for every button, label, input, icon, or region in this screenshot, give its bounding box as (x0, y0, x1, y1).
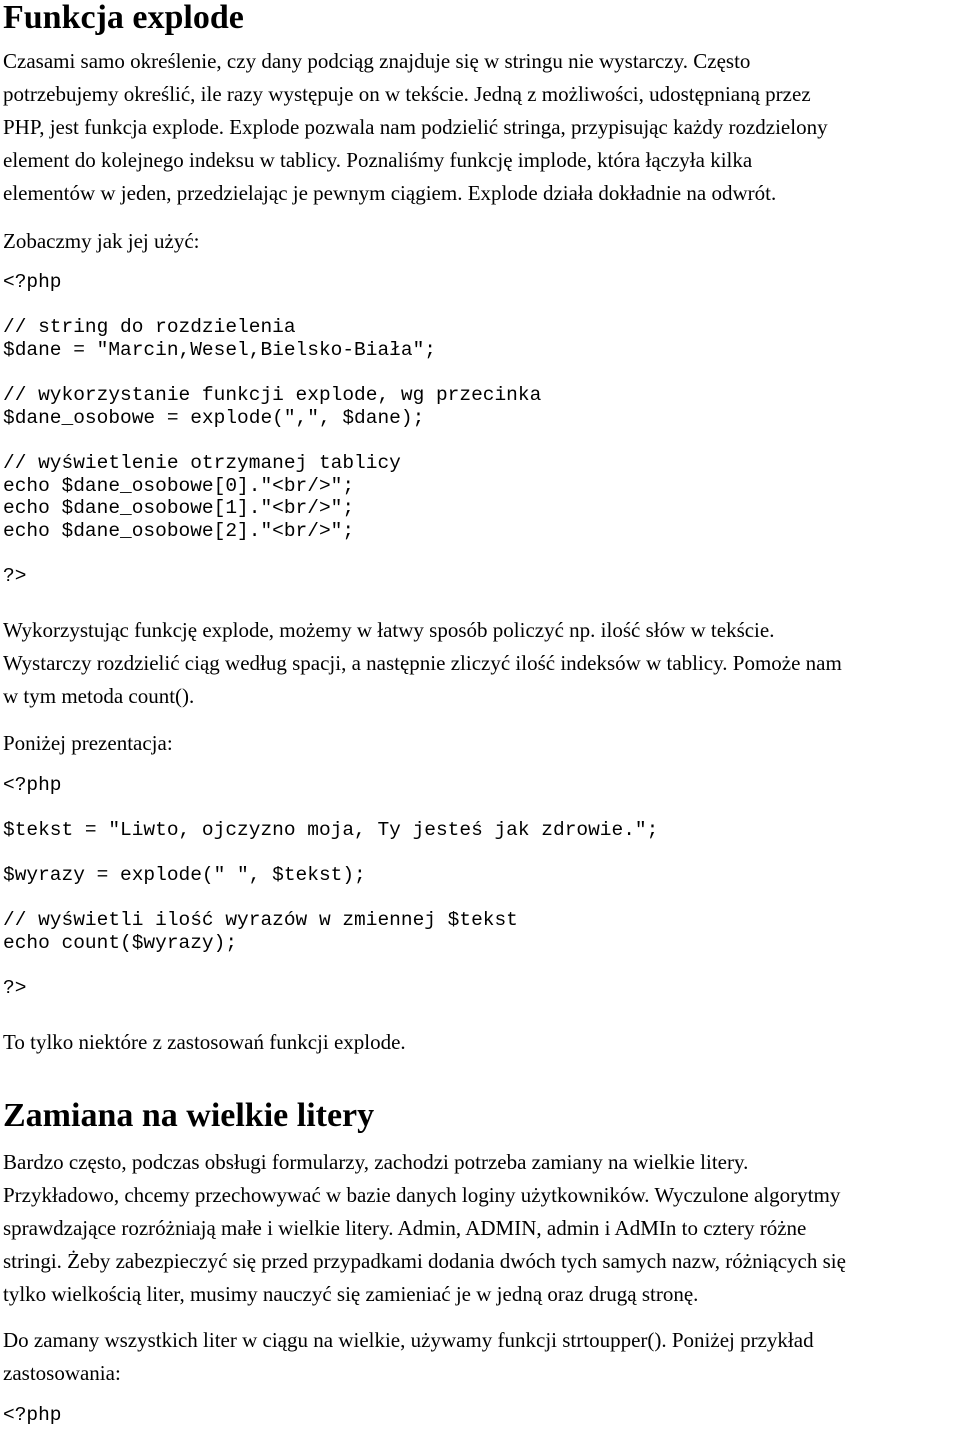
paragraph-line: To tylko niektóre z zastosowań funkcji explode. (3, 1030, 406, 1054)
paragraph-line: potrzebujemy określić, ile razy występuje on w tekście. Jedną z możliwości, udostępnianą przez (3, 82, 811, 106)
paragraph-line: PHP, jest funkcja explode. Explode pozwala nam podzielić stringa, przypisując każdy rozdzielony (3, 115, 828, 139)
paragraph-line: Do zamany wszystkich liter w ciągu na wielkie, używamy funkcji strtoupper(). Poniżej przykład (3, 1328, 814, 1352)
demo-lead-in (3, 727, 959, 760)
code-comment: // string do rozdzielenia (3, 316, 296, 338)
code-line: $tekst = "Liwto, ojczyzno moja, Ty jesteś jak zdrowie."; (3, 819, 659, 841)
code-line: echo count($wyrazy); (3, 932, 238, 954)
paragraph-line: stringi. Żeby zabezpieczyć się przed przypadkami dodania dwóch tych samych nazw, różniących się (3, 1249, 846, 1273)
paragraph-line: element do kolejnego indeksu w tablicy. Poznaliśmy funkcję implode, która łączyła kilka (3, 148, 753, 172)
php-open-tag: <?php (3, 1404, 62, 1426)
paragraph-line: Wystarczy rozdzielić ciąg według spacji, a następnie zliczyć ilość indeksów w tablicy. Pomoże nam (3, 651, 842, 675)
code-line: $wyrazy = explode(" ", $tekst); (3, 864, 366, 886)
code-line: echo $dane_osobowe[1]."<br/>"; (3, 497, 355, 519)
strtoupper-paragraph (3, 1324, 959, 1390)
explode-lead-in (3, 225, 959, 258)
explode-closing-paragraph (3, 1026, 959, 1059)
paragraph-line: elementów w jeden, przedzielając je pewnym ciągiem. Explode działa dokładnie na odwrót. (3, 181, 777, 205)
paragraph-line: Bardzo często, podczas obsługi formularzy, zachodzi potrzeba zamiany na wielkie litery. (3, 1150, 749, 1174)
paragraph-line: tylko wielkością liter, musimy nauczyć się zamieniać je w jedną oraz drugą stronę. (3, 1282, 699, 1306)
code-line: $dane = "Marcin,Wesel,Bielsko-Biała"; (3, 339, 436, 361)
heading-funkcja-explode: Funkcja explode (3, 0, 244, 36)
uppercase-intro-paragraph (3, 1146, 959, 1311)
code-comment: // wyświetlenie otrzymanej tablicy (3, 452, 401, 474)
code-line: echo $dane_osobowe[2]."<br/>"; (3, 520, 355, 542)
code-comment: // wyświetli ilość wyrazów w zmiennej $tekst (3, 909, 518, 931)
php-open-tag: <?php (3, 774, 62, 796)
php-close-tag: ?> (3, 977, 27, 999)
paragraph-line: zastosowania: (3, 1361, 121, 1385)
php-open-tag: <?php (3, 271, 62, 293)
paragraph-line: Czasami samo określenie, czy dany podciąg znajduje się w stringu nie wystarczy. Często (3, 49, 751, 73)
explode-intro-paragraph (3, 45, 959, 210)
paragraph-line: Wykorzystując funkcję explode, możemy w łatwy sposób policzyć np. ilość słów w tekście. (3, 618, 775, 642)
code-line: echo $dane_osobowe[0]."<br/>"; (3, 475, 355, 497)
php-close-tag: ?> (3, 565, 27, 587)
paragraph-line: Poniżej prezentacja: (3, 731, 173, 755)
heading-zamiana-na-wielkie-litery: Zamiana na wielkie litery (3, 1097, 375, 1134)
paragraph-line: Zobaczmy jak jej użyć: (3, 229, 200, 253)
paragraph-line: w tym metoda count(). (3, 684, 195, 708)
paragraph-line: sprawdzające rozróżniają małe i wielkie litery. Admin, ADMIN, admin i AdMIn to cztery różne (3, 1216, 807, 1240)
explode-count-paragraph (3, 614, 959, 713)
paragraph-line: Przykładowo, chcemy przechowywać w bazie danych loginy użytkowników. Wyczulone algorytmy (3, 1183, 841, 1207)
code-comment: // wykorzystanie funkcji explode, wg przecinka (3, 384, 542, 406)
code-line: $dane_osobowe = explode(",", $dane); (3, 407, 425, 429)
